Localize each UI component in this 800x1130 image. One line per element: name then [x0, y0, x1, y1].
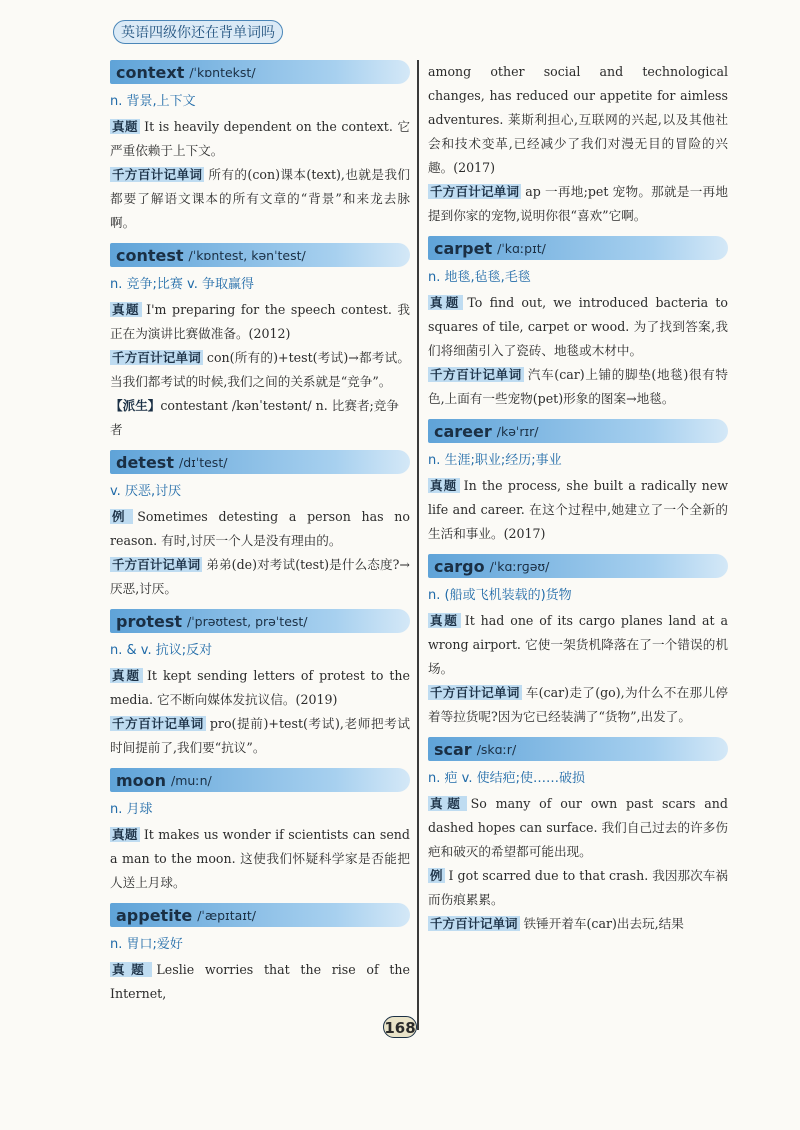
headword: scar	[434, 739, 472, 759]
example	[110, 823, 410, 895]
mnemonic-label: 千方百计记单词	[430, 367, 522, 382]
derive-text: contestant /kənˈtestənt/ n. 比赛者;竞争者	[110, 398, 399, 437]
phonetic: /ˈkɑːpɪt/	[497, 240, 546, 256]
li-label: 例	[112, 509, 132, 524]
example-text: So many of our own past scars and dashed hopes can surface. 我们自己过去的许多伤疤和破灭的希望都可能出现。	[428, 796, 728, 859]
mnemonic-text: 车(car)走了(go),为什么不在那儿停着等拉货呢?因为它已经装满了“货物”,出发了。	[428, 685, 728, 724]
headword: moon	[116, 770, 167, 790]
example-text: I got scarred due to that crash. 我因那次车祸而伤痕累累。	[428, 868, 728, 907]
mnemonic-label: 千方百计记单词	[430, 916, 518, 931]
column-divider	[417, 60, 419, 1030]
headword: cargo	[434, 556, 485, 576]
example-text: It makes us wonder if scientists can send a man to the moon. 这使我们怀疑科学家是否能把人送上月球。	[110, 827, 410, 890]
definition: n. & v. 抗议;反对	[110, 643, 213, 658]
mnemonic-label: 千方百计记单词	[112, 716, 204, 731]
example	[110, 115, 410, 163]
mnemonic-text: con(所有的)+test(考试)→都考试。当我们都考试的时候,我们之间的关系就是“竞争”。	[110, 350, 410, 389]
mnemonic-text: 铁锤开着车(car)出去玩,结果	[523, 916, 684, 931]
headword: detest	[116, 452, 174, 472]
headword-bar	[110, 903, 410, 927]
example-text: It is heavily dependent on the context. 它严重依赖于上下文。	[110, 119, 410, 158]
entry-scar	[428, 737, 728, 936]
headword: career	[434, 421, 492, 441]
definition: n. (船或飞机装载的)货物	[428, 588, 572, 603]
definition: n. 疤 v. 使结疤;使……破损	[428, 771, 585, 786]
mnemonic-label: 千方百计记单词	[430, 184, 520, 199]
phonetic: /kəˈrɪr/	[496, 423, 539, 439]
headword: context	[116, 62, 185, 82]
example	[428, 792, 728, 864]
headword-bar	[428, 236, 728, 260]
zhenti-label: 真题	[112, 302, 141, 317]
headword-bar	[110, 450, 410, 474]
phonetic: /ˈkɒntest, kənˈtest/	[188, 247, 306, 263]
example	[110, 958, 410, 1006]
zhenti-label: 真题	[430, 613, 459, 628]
zhenti-label: 真题	[112, 962, 151, 977]
definition: v. 厌恶,讨厌	[110, 484, 182, 499]
entry-career	[428, 419, 728, 546]
zhenti-label: 真题	[112, 827, 138, 842]
mnemonic	[428, 912, 728, 936]
mnemonic-text: 所有的(con)课本(text),也就是我们都要了解语文课本的所有文章的“背景”和来龙去脉啊。	[110, 167, 410, 230]
headword: carpet	[434, 238, 493, 258]
li-label: 例	[430, 868, 443, 883]
headword-bar	[110, 243, 410, 267]
example	[428, 474, 728, 546]
example	[110, 298, 410, 346]
mnemonic	[428, 363, 728, 411]
definition: n. 月球	[110, 802, 153, 817]
entry-moon	[110, 768, 410, 895]
entry-cargo	[428, 554, 728, 729]
mnemonic	[110, 553, 410, 601]
mnemonic-text: 汽车(car)上铺的脚垫(地毯)很有特色,上面有一些宠物(pet)形象的图案→地毯。	[428, 367, 728, 406]
definition: n. 胃口;爱好	[110, 937, 183, 952]
example-continued: among other social and technological changes, has reduced our appetite for aimless adventures. 莱斯利担心,互联网的兴起,以及其他社会和技术变革,已经减少了我们对漫无目的冒险的兴趣。(2017)	[428, 64, 728, 175]
definition: n. 地毯,毡毯,毛毯	[428, 270, 531, 285]
headword-bar	[110, 609, 410, 633]
page-number: 168	[383, 1016, 417, 1038]
phonetic: /muːn/	[171, 772, 212, 788]
mnemonic-label: 千方百计记单词	[112, 350, 201, 365]
example	[428, 609, 728, 681]
headword-bar	[110, 60, 410, 84]
phonetic: /ˈkɑːrɡəʊ/	[489, 558, 550, 574]
derive-label: 【派生】	[110, 398, 161, 413]
page-header: 英语四级你还在背单词吗	[113, 20, 283, 44]
mnemonic	[110, 346, 410, 394]
mnemonic-text: pro(提前)+test(考试),老师把考试时间提前了,我们要“抗议”。	[110, 716, 410, 755]
zhenti-label: 真题	[430, 478, 458, 493]
example-text: It kept sending letters of protest to the media. 它不断向媒体发抗议信。(2019)	[110, 668, 410, 707]
mnemonic	[110, 163, 410, 235]
headword-bar	[428, 419, 728, 443]
example-text: Sometimes detesting a person has no reason. 有时,讨厌一个人是没有理由的。	[110, 509, 410, 548]
zhenti-label: 真题	[112, 668, 141, 683]
zhenti-label: 真题	[430, 295, 462, 310]
phonetic: /ˈprəʊtest, prəˈtest/	[187, 613, 308, 629]
example-text: It had one of its cargo planes land at a wrong airport. 它使一架货机降落在了一个错误的机场。	[428, 613, 728, 676]
headword: appetite	[116, 905, 193, 925]
entry-context	[110, 60, 410, 235]
definition: n. 背景,上下文	[110, 94, 196, 109]
phonetic: /dɪˈtest/	[178, 454, 228, 470]
entry-carpet	[428, 236, 728, 411]
phonetic: /ˈæpɪtaɪt/	[197, 907, 257, 923]
definition: n. 生涯;职业;经历;事业	[428, 453, 562, 468]
example-text: In the process, she built a radically new life and career. 在这个过程中,她建立了一个全新的生活和事业。(2017)	[428, 478, 728, 541]
example	[110, 664, 410, 712]
left-column	[110, 60, 410, 1014]
headword-bar	[428, 554, 728, 578]
example-li	[428, 864, 728, 912]
mnemonic-text: 弟弟(de)对考试(test)是什么态度?→厌恶,讨厌。	[110, 557, 410, 596]
mnemonic-label: 千方百计记单词	[430, 685, 520, 700]
mnemonic	[428, 681, 728, 729]
derivative	[110, 394, 410, 442]
phonetic: /skɑːr/	[476, 741, 517, 757]
right-column	[428, 60, 728, 944]
phonetic: /ˈkɒntekst/	[189, 64, 256, 80]
entry-detest	[110, 450, 410, 601]
zhenti-label: 真题	[430, 796, 465, 811]
headword: protest	[116, 611, 183, 631]
example-text: I'm preparing for the speech contest. 我正在为演讲比赛做准备。(2012)	[110, 302, 410, 341]
mnemonic	[428, 180, 728, 228]
example	[110, 505, 410, 553]
mnemonic-text: ap 一再地;pet 宠物。那就是一再地提到你家的宠物,说明你很“喜欢”它啊。	[428, 184, 728, 223]
headword-bar	[428, 737, 728, 761]
mnemonic	[110, 712, 410, 760]
definition: n. 竞争;比赛 v. 争取赢得	[110, 277, 254, 292]
headword: contest	[116, 245, 184, 265]
entry-appetite-continued	[428, 60, 728, 228]
entry-appetite	[110, 903, 410, 1006]
entry-contest	[110, 243, 410, 442]
example-text: Leslie worries that the rise of the Internet,	[110, 962, 410, 1001]
headword-bar	[110, 768, 410, 792]
entry-protest	[110, 609, 410, 760]
example-text: To find out, we introduced bacteria to squares of tile, carpet or wood. 为了找到答案,我们将细菌引入了瓷砖、地毯或木材中。	[428, 295, 728, 358]
mnemonic-label: 千方百计记单词	[112, 557, 201, 572]
mnemonic-label: 千方百计记单词	[112, 167, 203, 182]
example	[428, 291, 728, 363]
zhenti-label: 真题	[112, 119, 139, 134]
